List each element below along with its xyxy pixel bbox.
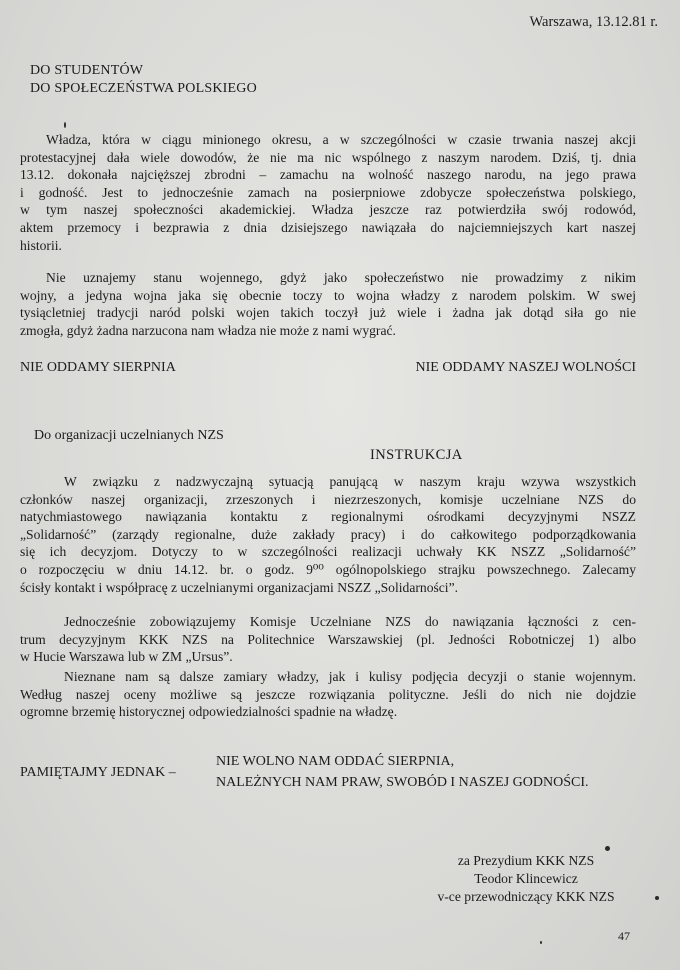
signature-title: v-ce przewodniczący KKK NZS — [437, 889, 615, 904]
text-line: 13.12. dokonała najcięższej zbrodni – zamachu na wolność naszego narodu, na jego prawa — [20, 167, 636, 183]
text-line: w Hucie Warszawa lub w ZM „Ursus”. — [20, 649, 233, 665]
text-line: ścisły kontakt i współpracę z uczelnianymi organizacjami NSZZ „Solidarności”. — [20, 579, 459, 595]
scan-speck — [655, 896, 659, 900]
text-line: Nie uznajemy stanu wojennego, gdyż jako społeczeństwo nie prowadzimy z nikim — [46, 270, 636, 285]
text-line: Jednocześnie zobowiązujemy Komisje Uczelniane NZS do nawiązania łączności z cen- — [64, 614, 636, 629]
text-line: Według naszej oceny możliwe są jeszcze rozwiązania polityczne. Jeśli do nich nie dojdzie — [20, 686, 636, 702]
text-line: protestacyjnej dała wiele dowodów, że nie ma nic wspólnego z naszym narodem. Dziś, tj. dnia — [20, 149, 636, 165]
signature-block — [420, 852, 632, 906]
remember-label: PAMIĘTAJMY JEDNAK – — [20, 765, 176, 780]
scan-speck — [64, 122, 66, 128]
text-line: Nieznane nam są dalsze zamiary władzy, jak i kulisy podjęcia decyzji o stanie wojennym. — [64, 669, 636, 684]
text-line: i godność. Jest to jednocześnie zamach na posierpniowe zdobycze społeczeństwa polskiego, — [20, 184, 636, 200]
slogan-right: NIE ODDAMY NASZEJ WOLNOŚCI — [415, 360, 636, 375]
martial-law-paragraph — [20, 269, 636, 339]
intro-paragraph — [20, 131, 636, 254]
text-line: „Solidarność” (zarządy regionalne, duże zakłady pracy) i do całkowitego podporządkowania — [20, 526, 636, 542]
instruction-heading: INSTRUKCJA — [370, 447, 463, 463]
text-line: tysiącletniej tradycji naród polski wojen takich toczył już wiele i żadna jak dotąd siła go nie — [20, 305, 636, 321]
text-line: ogromne brzemię historycznej odpowiedzialności spadnie na władzę. — [20, 704, 398, 720]
remember-line-1: NIE WOLNO NAM ODDAĆ SIERPNIA, — [216, 754, 455, 769]
text-line: zmogła, gdyż żadna narzucona nam władza nie może z nami wygrać. — [20, 322, 396, 338]
text-line: w tym naszej społeczności akademickiej. Władza jeszcze raz potwierdziła swój rodowód, — [20, 202, 636, 218]
document-date: Warszawa, 13.12.81 r. — [529, 14, 658, 30]
text-line: trum decyzyjnym KKK NZS na Politechnice Warszawskiej (pl. Jedności Robotniczej 1) albo — [20, 631, 636, 647]
addressee-students: DO STUDENTÓW — [30, 63, 144, 78]
page-number: 47 — [618, 929, 630, 943]
scan-speck — [605, 846, 610, 851]
text-line: członków naszej organizacji, zrzeszonych i niezrzeszonych, komisje uczelniane NZS do — [20, 491, 636, 507]
remember-line-2: NALEŻNYCH NAM PRAW, SWOBÓD I NASZEJ GODNOŚCI. — [216, 775, 589, 790]
slogan-left: NIE ODDAMY SIERPNIA — [20, 360, 176, 375]
political-outlook-paragraph — [20, 668, 636, 721]
text-line: aktem przemocy i bezprawia z dnia dzisiejszego nawiązała do najciemniejszych kart naszej — [20, 219, 636, 235]
text-line: historii. — [20, 237, 62, 253]
text-line: się ich decyzjom. Dotyczy to w szczególności realizacji uchwały KK NSZZ „Solidarność” — [20, 544, 636, 560]
text-line: natychmiastowego nawiązania kontaktu z regionalnymi ośrodkami decyzyjnymi NSZZ — [20, 509, 636, 525]
text-line: Władza, która w ciągu minionego okresu, a w szczególności w czasie trwania naszej akcji — [46, 132, 636, 147]
scan-speck — [540, 941, 542, 944]
text-line: o rozpoczęciu w dniu 14.12. br. o godz. 9⁰⁰ ogólnopolskiego strajku powszechnego. Zalecamy — [20, 561, 636, 577]
addressee-society: DO SPOŁECZEŃSTWA POLSKIEGO — [30, 81, 257, 96]
signature-line: za Prezydium KKK NZS — [457, 853, 595, 868]
instruction-paragraph — [20, 473, 636, 596]
organization-line: Do organizacji uczelnianych NZS — [34, 428, 224, 443]
signature-name: Teodor Klincewicz — [474, 871, 578, 886]
commission-paragraph — [20, 613, 636, 666]
text-line: wojny, a jedyna wojna jaka się obecnie toczy to wojna władzy z narodem polskim. W swej — [20, 287, 636, 303]
text-line: W związku z nadzwyczajną sytuacją panującą w naszym kraju wzywa wszystkich — [64, 474, 636, 489]
